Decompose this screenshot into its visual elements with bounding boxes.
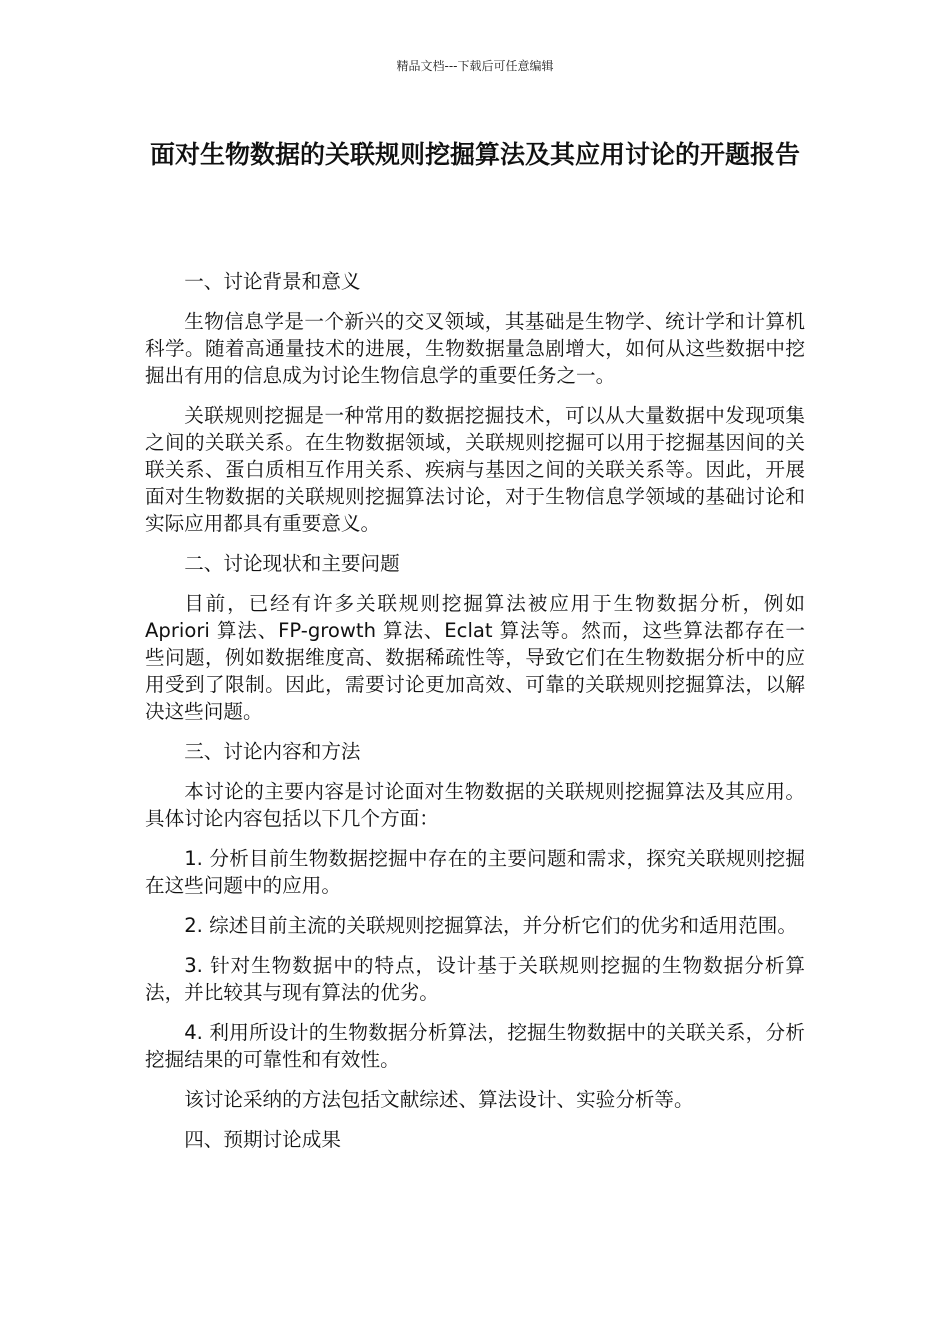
document-title: 面对生物数据的关联规则挖掘算法及其应用讨论的开题报告 — [149, 140, 800, 169]
section-heading-status: 二、讨论现状和主要问题 — [184, 552, 400, 575]
header-note: 精品文档---下载后可任意编辑 — [396, 59, 554, 73]
section-heading-outcomes: 四、预期讨论成果 — [184, 1128, 341, 1151]
list-item-content-4: 4. 利用所设计的生物数据分析算法，挖掘生物数据中的关联关系，分析挖掘结果的可靠性和有效性。 — [145, 1021, 805, 1071]
paragraph-status-1: 目前，已经有许多关联规则挖掘算法被应用于生物数据分析，例如Apriori 算法、FP-growth 算法、Eclat 算法等。然而，这些算法都存在一些问题，例如数据维度高、数据稀疏性等，导致它们在生物数据分析中的应用受到了限制。因此，需要讨论更加高效、可靠的关联规则挖掘算法，以解决这些问题。 — [145, 592, 805, 723]
document-body — [145, 268, 805, 1166]
list-item-content-2: 2. 综述目前主流的关联规则挖掘算法，并分析它们的优劣和适用范围。 — [184, 914, 797, 937]
list-item-content-1: 1. 分析目前生物数据挖掘中存在的主要问题和需求，探究关联规则挖掘在这些问题中的应用。 — [145, 847, 805, 897]
section-heading-background: 一、讨论背景和意义 — [184, 270, 361, 293]
paragraph-background-1: 生物信息学是一个新兴的交叉领域，其基础是生物学、统计学和计算机科学。随着高通量技术的进展，生物数据量急剧增大，如何从这些数据中挖掘出有用的信息成为讨论生物信息学的重要任务之一。 — [145, 310, 805, 387]
paragraph-content-1: 本讨论的主要内容是讨论面对生物数据的关联规则挖掘算法及其应用。具体讨论内容包括以下几个方面： — [145, 780, 805, 830]
list-item-content-3: 3. 针对生物数据中的特点，设计基于关联规则挖掘的生物数据分析算法，并比较其与现有算法的优劣。 — [145, 954, 805, 1004]
section-heading-content: 三、讨论内容和方法 — [184, 740, 361, 763]
paragraph-background-2: 关联规则挖掘是一种常用的数据挖掘技术，可以从大量数据中发现项集之间的关联关系。在生物数据领域，关联规则挖掘可以用于挖掘基因间的关联关系、蛋白质相互作用关系、疾病与基因之间的关联关系等。因此，开展面对生物数据的关联规则挖掘算法讨论，对于生物信息学领域的基础讨论和实际应用都具有重要意义。 — [145, 404, 805, 535]
paragraph-content-2: 该讨论采纳的方法包括文献综述、算法设计、实验分析等。 — [184, 1088, 694, 1111]
